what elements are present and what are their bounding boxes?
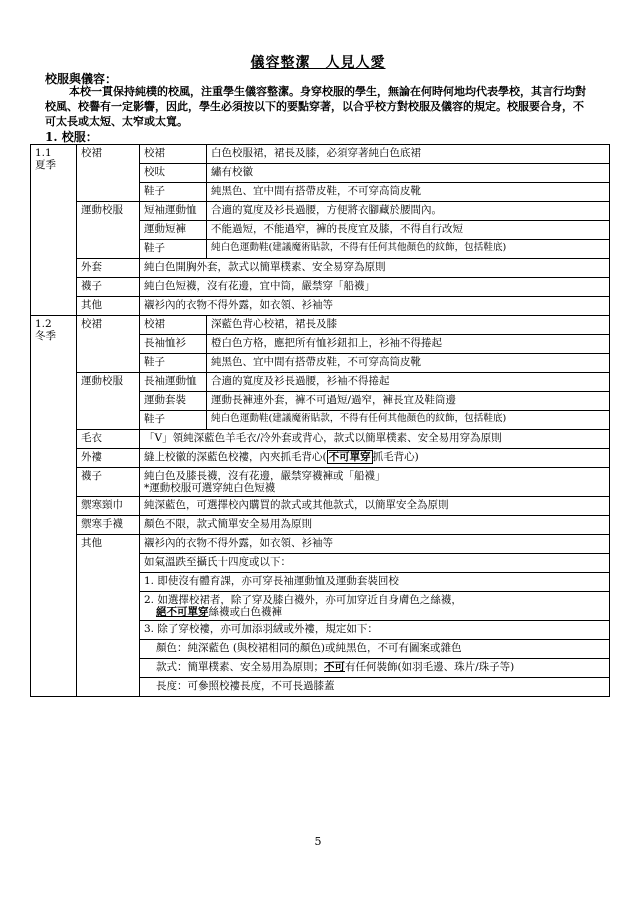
category-label: 外褸 [77,449,140,468]
category-label: 其他 [77,535,140,697]
item-label: 運動短褲 [140,221,207,240]
item-desc: 合適的寬度及衫長過腰，衫袖不得捲起 [207,373,610,392]
table-row [31,278,610,297]
style-rule-post: 有任何裝飾(如羽毛邊、珠片/珠子等) [345,661,515,673]
jacket-warning-boxed: 不可單穿 [328,451,371,463]
jacket-desc-text: 縫上校徽的深藍色校褸，內夾抓毛背心( [144,451,327,463]
table-row [31,145,610,164]
socks-line-1: 純白色及膝長襪，沒有花邊，嚴禁穿襪褲或「船襪」 [144,470,386,482]
socks-line-2: *運動校服可選穿純白色短襪 [144,482,276,494]
item-desc: 純白色短襪，沒有花邊，宜中筒，嚴禁穿「船襪」 [140,278,610,297]
item-desc: 純黑色、宜中間有搭帶皮鞋，不可穿高筒皮靴 [207,183,610,202]
table-row [31,259,610,278]
season-winter: 1.2 冬季 [31,316,77,697]
category-label: 校裙 [77,145,140,202]
item-desc [140,468,610,497]
page-number: 5 [314,835,322,848]
item-label: 鞋子 [140,354,207,373]
point2-line-1: 2. 如選擇校裙者，除了穿及膝白襪外，亦可加穿近自身膚色之絲襪， [144,594,462,606]
intro-paragraph: 本校一貫保持純樸的校風，注重學生儀容整潔。身穿校服的學生，無論在何時何地均代表學校，其言行均對校風、校譽有一定影響，因此，學生必須按以下的要點穿著，以合乎校方對校服及儀容的規定。校服要合身，不可太長或太短、太窄或太寬。 [45,85,586,128]
table-row [31,430,610,449]
item-label: 校呔 [140,164,207,183]
item-desc: 純白色開胸外套，款式以簡單樸素、安全易穿為原則 [140,259,610,278]
table-row [31,468,610,497]
item-desc: 繡有校徽 [207,164,610,183]
item-desc [140,449,610,468]
item-desc: 運動長褲連外套，褲不可過短/過窄，褲長宜及鞋筒邊 [207,392,610,411]
table-row [31,449,610,468]
item-desc [140,640,610,659]
item-label: 短袖運動恤 [140,202,207,221]
item-label: 校裙 [140,145,207,164]
table-row [31,535,610,554]
intro-heading: 校服與儀容： [45,72,118,86]
style-rule [144,661,605,673]
item-desc: 顏色不限，款式簡單安全易用為原則 [140,516,610,535]
category-label: 禦寒手襪 [77,516,140,535]
section-heading: 1. 校服： [45,130,98,144]
item-desc [140,659,610,678]
table-row [31,373,610,392]
item-label: 鞋子 [140,240,207,259]
item-desc: 1. 即使沒有體育課，亦可穿長袖運動恤及運動套裝回校 [140,573,610,592]
category-label: 毛衣 [77,430,140,449]
style-rule-pre: 款式：簡單樸素、安全易用為原則； [156,661,324,673]
category-label: 其他 [77,297,140,316]
item-label: 長袖恤衫 [140,335,207,354]
table-row [31,202,610,221]
category-label: 襪子 [77,468,140,497]
uniform-table [30,144,610,697]
item-desc: 襯衫內的衣物不得外露，如衣領、衫袖等 [140,535,610,554]
item-desc: 3. 除了穿校褸，亦可加添羽絨或外褸，規定如下： [140,621,610,640]
item-label: 校裙 [140,316,207,335]
item-label: 鞋子 [140,183,207,202]
table-row [31,297,610,316]
item-desc: 純黑色、宜中間有搭帶皮鞋，不可穿高筒皮靴 [207,354,610,373]
page-title: 儀容整潔 人見人愛 [250,55,386,71]
category-label: 校裙 [77,316,140,373]
item-label: 運動套裝 [140,392,207,411]
length-rule: 長度：可參照校褸長度，不可長過膝蓋 [156,680,335,692]
table-row [31,516,610,535]
category-label: 運動校服 [77,373,140,430]
season-summer: 1.1 夏季 [31,145,77,316]
item-desc: 合適的寬度及衫長過腰，方便將衣腳藏於腰間內。 [207,202,610,221]
item-desc: 橙白色方格，應把所有恤衫鈕扣上，衫袖不得捲起 [207,335,610,354]
table-row [31,497,610,516]
item-desc [140,592,610,621]
item-desc: 白色校服裙，裙長及膝，必須穿著純白色底裙 [207,145,610,164]
item-desc: 純白色運動鞋(建議魔術貼款，不得有任何其他顏色的紋飾，包括鞋底) [207,411,610,430]
item-desc: 如氣溫跌至攝氏十四度或以下： [140,554,610,573]
jacket-desc-text-end: 抓毛背心) [372,451,419,463]
item-desc: 不能過短，不能過窄，褲的長度宜及膝，不得自行改短 [207,221,610,240]
table-row [31,316,610,335]
item-desc: 純白色運動鞋(建議魔術貼款，不得有任何其他顏色的紋飾，包括鞋底) [207,240,610,259]
point2-line-2 [144,606,605,618]
item-desc: 深藍色背心校裙，裙長及膝 [207,316,610,335]
item-desc: 襯衫內的衣物不得外露，如衣領、衫袖等 [140,297,610,316]
category-label: 外套 [77,259,140,278]
point2-emphasis: 絕不可單穿 [156,606,209,618]
category-label: 運動校服 [77,202,140,259]
category-label: 襪子 [77,278,140,297]
point2-rest: 絲襪或白色襪褲 [208,606,282,618]
category-label: 禦寒頸巾 [77,497,140,516]
item-desc: 純深藍色，可選擇校內購買的款式或其他款式，以簡單安全為原則 [140,497,610,516]
item-desc [140,678,610,697]
item-label: 鞋子 [140,411,207,430]
style-rule-emphasis: 不可 [324,661,345,673]
color-rule: 顏色：純深藍色 (與校裙相同的顏色)或純黑色，不可有圖案或雜色 [156,642,462,654]
item-label: 長袖運動恤 [140,373,207,392]
item-desc: 「V」領純深藍色羊毛衣/冷外套或背心，款式以簡單樸素、安全易用穿為原則 [140,430,610,449]
